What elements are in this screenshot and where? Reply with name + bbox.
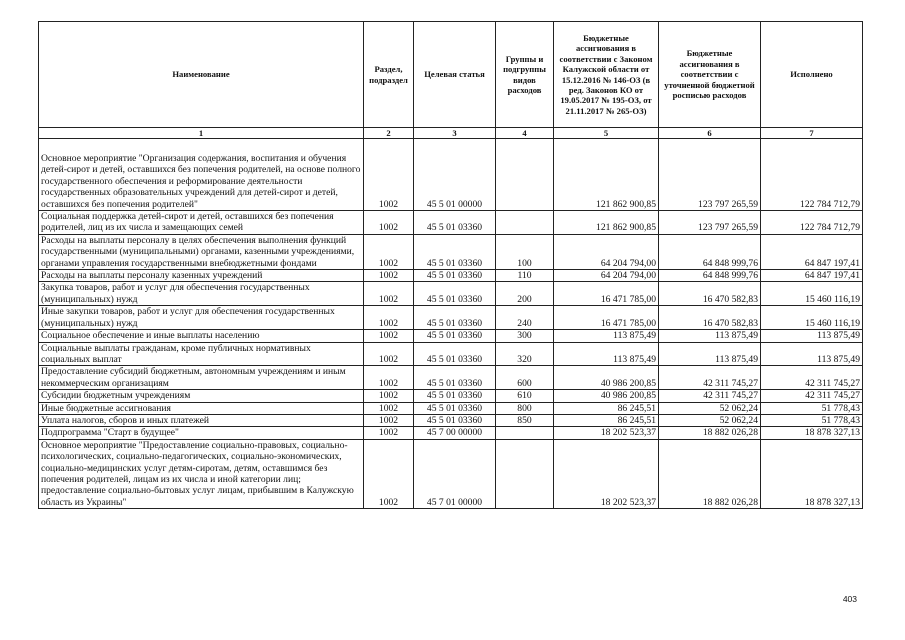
cell-refined: 123 797 265,59 <box>659 211 761 235</box>
table-row <box>39 342 863 366</box>
cell-target: 45 5 01 03360 <box>414 306 496 330</box>
cell-name: Иные бюджетные ассигнования <box>39 402 364 414</box>
cell-group: 110 <box>496 270 554 282</box>
col-number: 2 <box>364 128 414 139</box>
cell-executed: 122 784 712,79 <box>761 211 863 235</box>
cell-section: 1002 <box>364 282 414 306</box>
cell-group: 600 <box>496 366 554 390</box>
cell-refined: 18 882 026,28 <box>659 427 761 439</box>
table-row <box>39 402 863 414</box>
cell-group: 240 <box>496 306 554 330</box>
table-row <box>39 366 863 390</box>
col-number: 7 <box>761 128 863 139</box>
cell-executed: 64 847 197,41 <box>761 234 863 269</box>
col-number: 3 <box>414 128 496 139</box>
cell-section: 1002 <box>364 139 414 211</box>
cell-executed: 15 460 116,19 <box>761 306 863 330</box>
cell-refined: 64 848 999,76 <box>659 234 761 269</box>
cell-group: 320 <box>496 342 554 366</box>
cell-law: 40 986 200,85 <box>554 366 659 390</box>
cell-law: 18 202 523,37 <box>554 427 659 439</box>
table-row <box>39 211 863 235</box>
cell-executed: 42 311 745,27 <box>761 366 863 390</box>
cell-executed: 42 311 745,27 <box>761 390 863 402</box>
col-number: 4 <box>496 128 554 139</box>
col-number: 6 <box>659 128 761 139</box>
header-row <box>39 22 863 128</box>
cell-target: 45 5 01 03360 <box>414 282 496 306</box>
cell-law: 64 204 794,00 <box>554 270 659 282</box>
table-row <box>39 439 863 508</box>
cell-law: 113 875,49 <box>554 342 659 366</box>
cell-law: 16 471 785,00 <box>554 306 659 330</box>
cell-refined: 42 311 745,27 <box>659 366 761 390</box>
cell-name: Основное мероприятие "Предоставление социально-правовых, социально-психологических, социально-педагогических, социально-экономических, социально-медицинских услуг детям-сиротам, детям, оставшимся без попечения родителей, лицам из их числа и иной категории лиц; предоставление социально-бытовых услуг лицам, прибывшим в Калужскую область из Украины" <box>39 439 364 508</box>
cell-group <box>496 139 554 211</box>
cell-executed: 64 847 197,41 <box>761 270 863 282</box>
cell-group: 300 <box>496 330 554 342</box>
cell-name: Расходы на выплаты персоналу казенных учреждений <box>39 270 364 282</box>
cell-law: 121 862 900,85 <box>554 211 659 235</box>
table-row <box>39 282 863 306</box>
cell-section: 1002 <box>364 390 414 402</box>
cell-law: 86 245,51 <box>554 414 659 426</box>
cell-executed: 15 460 116,19 <box>761 282 863 306</box>
cell-group: 200 <box>496 282 554 306</box>
cell-executed: 113 875,49 <box>761 342 863 366</box>
cell-section: 1002 <box>364 427 414 439</box>
col-number: 5 <box>554 128 659 139</box>
cell-target: 45 7 01 00000 <box>414 439 496 508</box>
cell-target: 45 5 01 03360 <box>414 342 496 366</box>
cell-section: 1002 <box>364 342 414 366</box>
cell-target: 45 5 01 03360 <box>414 270 496 282</box>
cell-refined: 42 311 745,27 <box>659 390 761 402</box>
table-row <box>39 234 863 269</box>
header-law: Бюджетные ассигнования в соответствии с Законом Калужской области от 15.12.2016 № 146-ОЗ (в ред. Законов КО от 19.05.2017 № 195-ОЗ, от 21.11.2017 № 265-ОЗ) <box>554 22 659 128</box>
cell-refined: 113 875,49 <box>659 330 761 342</box>
cell-law: 40 986 200,85 <box>554 390 659 402</box>
cell-law: 16 471 785,00 <box>554 282 659 306</box>
cell-section: 1002 <box>364 211 414 235</box>
header-name: Наименование <box>39 22 364 128</box>
cell-target: 45 5 01 03360 <box>414 366 496 390</box>
cell-refined: 16 470 582,83 <box>659 282 761 306</box>
table-row <box>39 330 863 342</box>
cell-section: 1002 <box>364 414 414 426</box>
cell-law: 64 204 794,00 <box>554 234 659 269</box>
cell-refined: 113 875,49 <box>659 342 761 366</box>
cell-refined: 52 062,24 <box>659 402 761 414</box>
cell-group: 610 <box>496 390 554 402</box>
cell-section: 1002 <box>364 234 414 269</box>
cell-target: 45 5 01 03360 <box>414 402 496 414</box>
cell-target: 45 5 01 03360 <box>414 211 496 235</box>
cell-refined: 123 797 265,59 <box>659 139 761 211</box>
header-section: Раздел, подраздел <box>364 22 414 128</box>
cell-name: Подпрограмма "Старт в будущее" <box>39 427 364 439</box>
cell-refined: 16 470 582,83 <box>659 306 761 330</box>
cell-executed: 18 878 327,13 <box>761 439 863 508</box>
cell-target: 45 7 00 00000 <box>414 427 496 439</box>
cell-section: 1002 <box>364 270 414 282</box>
cell-name: Социальное обеспечение и иные выплаты населению <box>39 330 364 342</box>
cell-section: 1002 <box>364 330 414 342</box>
table-row <box>39 270 863 282</box>
cell-executed: 122 784 712,79 <box>761 139 863 211</box>
cell-group: 100 <box>496 234 554 269</box>
cell-group: 800 <box>496 402 554 414</box>
cell-law: 121 862 900,85 <box>554 139 659 211</box>
cell-executed: 51 778,43 <box>761 414 863 426</box>
header-target: Целевая статья <box>414 22 496 128</box>
cell-group <box>496 427 554 439</box>
col-number: 1 <box>39 128 364 139</box>
budget-table <box>38 21 863 509</box>
cell-executed: 113 875,49 <box>761 330 863 342</box>
cell-section: 1002 <box>364 402 414 414</box>
cell-name: Уплата налогов, сборов и иных платежей <box>39 414 364 426</box>
cell-group: 850 <box>496 414 554 426</box>
cell-name: Расходы на выплаты персоналу в целях обеспечения выполнения функций государственными (муниципальными) органами, казенными учреждениями, органами управления государственными внебюджетными фондами <box>39 234 364 269</box>
cell-target: 45 5 01 00000 <box>414 139 496 211</box>
cell-law: 86 245,51 <box>554 402 659 414</box>
cell-target: 45 5 01 03360 <box>414 390 496 402</box>
cell-section: 1002 <box>364 439 414 508</box>
cell-refined: 52 062,24 <box>659 414 761 426</box>
cell-refined: 64 848 999,76 <box>659 270 761 282</box>
table-row <box>39 306 863 330</box>
cell-section: 1002 <box>364 366 414 390</box>
cell-target: 45 5 01 03360 <box>414 234 496 269</box>
cell-name: Социальная поддержка детей-сирот и детей, оставшихся без попечения родителей, лиц из их числа и замещающих семей <box>39 211 364 235</box>
cell-refined: 18 882 026,28 <box>659 439 761 508</box>
page-number: 403 <box>842 594 857 604</box>
column-number-row <box>39 128 863 139</box>
header-groups: Группы и подгруппы видов расходов <box>496 22 554 128</box>
cell-group <box>496 439 554 508</box>
cell-name: Основное мероприятие "Организация содержания, воспитания и обучения детей-сирот и детей, оставшихся без попечения родителей, на основе полного государственного обеспечения и реформирование деятельности государственных образовательных учреждений для детей-сирот и детей, оставшихся без попечения родителей" <box>39 139 364 211</box>
table-row <box>39 427 863 439</box>
cell-executed: 51 778,43 <box>761 402 863 414</box>
cell-name: Социальные выплаты гражданам, кроме публичных нормативных социальных выплат <box>39 342 364 366</box>
header-executed: Исполнено <box>761 22 863 128</box>
cell-target: 45 5 01 03360 <box>414 414 496 426</box>
header-refined: Бюджетные ассигнования в соответствии с уточненной бюджетной росписью расходов <box>659 22 761 128</box>
table-row <box>39 414 863 426</box>
table-row <box>39 139 863 211</box>
cell-name: Субсидии бюджетным учреждениям <box>39 390 364 402</box>
cell-name: Предоставление субсидий бюджетным, автономным учреждениям и иным некоммерческим организациям <box>39 366 364 390</box>
cell-group <box>496 211 554 235</box>
cell-executed: 18 878 327,13 <box>761 427 863 439</box>
cell-law: 113 875,49 <box>554 330 659 342</box>
cell-name: Закупка товаров, работ и услуг для обеспечения государственных (муниципальных) нужд <box>39 282 364 306</box>
cell-section: 1002 <box>364 306 414 330</box>
cell-target: 45 5 01 03360 <box>414 330 496 342</box>
cell-law: 18 202 523,37 <box>554 439 659 508</box>
table-row <box>39 390 863 402</box>
cell-name: Иные закупки товаров, работ и услуг для обеспечения государственных (муниципальных) нужд <box>39 306 364 330</box>
